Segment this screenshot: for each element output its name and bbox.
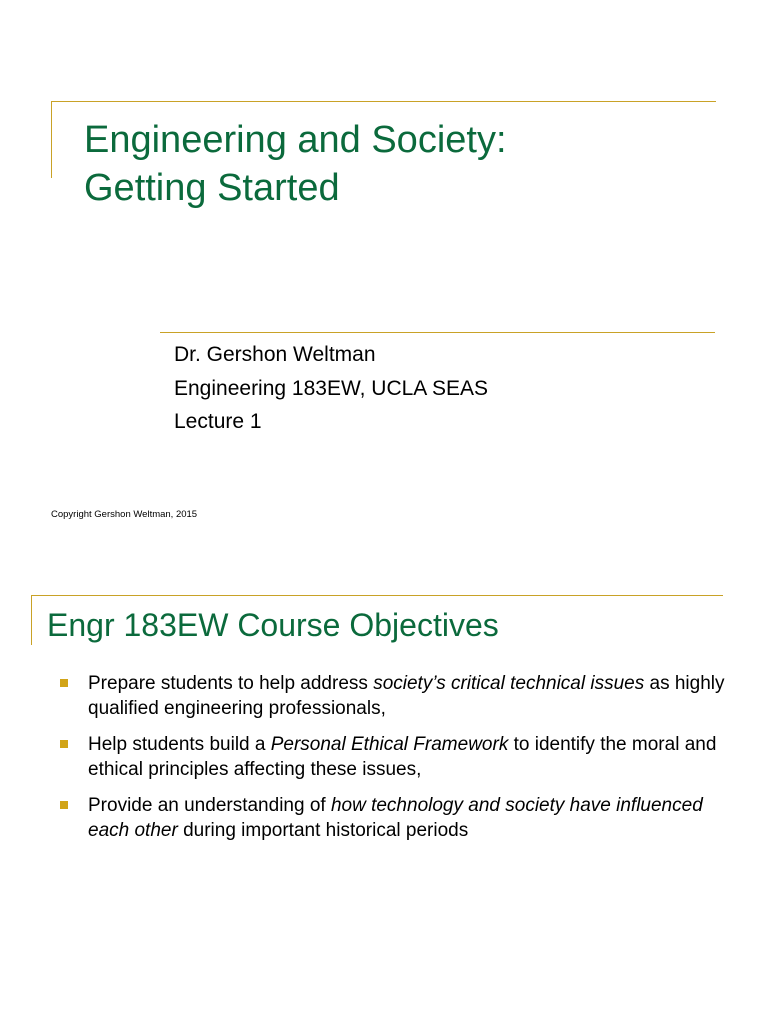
square-bullet-icon (60, 679, 68, 687)
slide1-subtitle-rule (160, 332, 715, 333)
objective-text-post: as highly qualified engineering professionals, (88, 673, 725, 719)
objective-text-italic: society’s critical technical issues (373, 673, 645, 694)
objective-item (58, 793, 738, 843)
square-bullet-icon (60, 740, 68, 748)
objectives-list (58, 671, 738, 854)
objective-text-post: during important historical periods (177, 820, 469, 841)
objective-item (58, 732, 738, 782)
square-bullet-icon (60, 801, 68, 809)
slide1-title (84, 116, 507, 212)
slide1-subtitle (174, 338, 488, 439)
objective-text-pre: Help students build a (88, 734, 271, 755)
objective-item (58, 671, 738, 721)
objective-text-pre: Provide an understanding of (88, 795, 331, 816)
course-name: Engineering 183EW, UCLA SEAS (174, 376, 489, 400)
slide1-title-line2: Getting Started (84, 167, 340, 209)
copyright-notice: Copyright Gershon Weltman, 2015 (51, 509, 198, 520)
objective-text-italic: how technology and society have influenced each other (88, 795, 703, 841)
slide2-top-rule (31, 595, 723, 596)
lecture-number: Lecture 1 (174, 410, 262, 433)
objective-text-post: to identify the moral and ethical principles affecting these issues, (88, 734, 717, 780)
slide1-left-rule (51, 101, 52, 178)
slide2-title: Engr 183EW Course Objectives (47, 607, 499, 643)
slide2-left-rule (31, 595, 32, 645)
objective-text-pre: Prepare students to help address (88, 673, 374, 694)
slide1-top-rule (51, 101, 716, 102)
slide1-title-line1: Engineering and Society: (84, 119, 507, 161)
objective-text-italic: Personal Ethical Framework (270, 734, 509, 755)
author-name: Dr. Gershon Weltman (174, 343, 376, 366)
